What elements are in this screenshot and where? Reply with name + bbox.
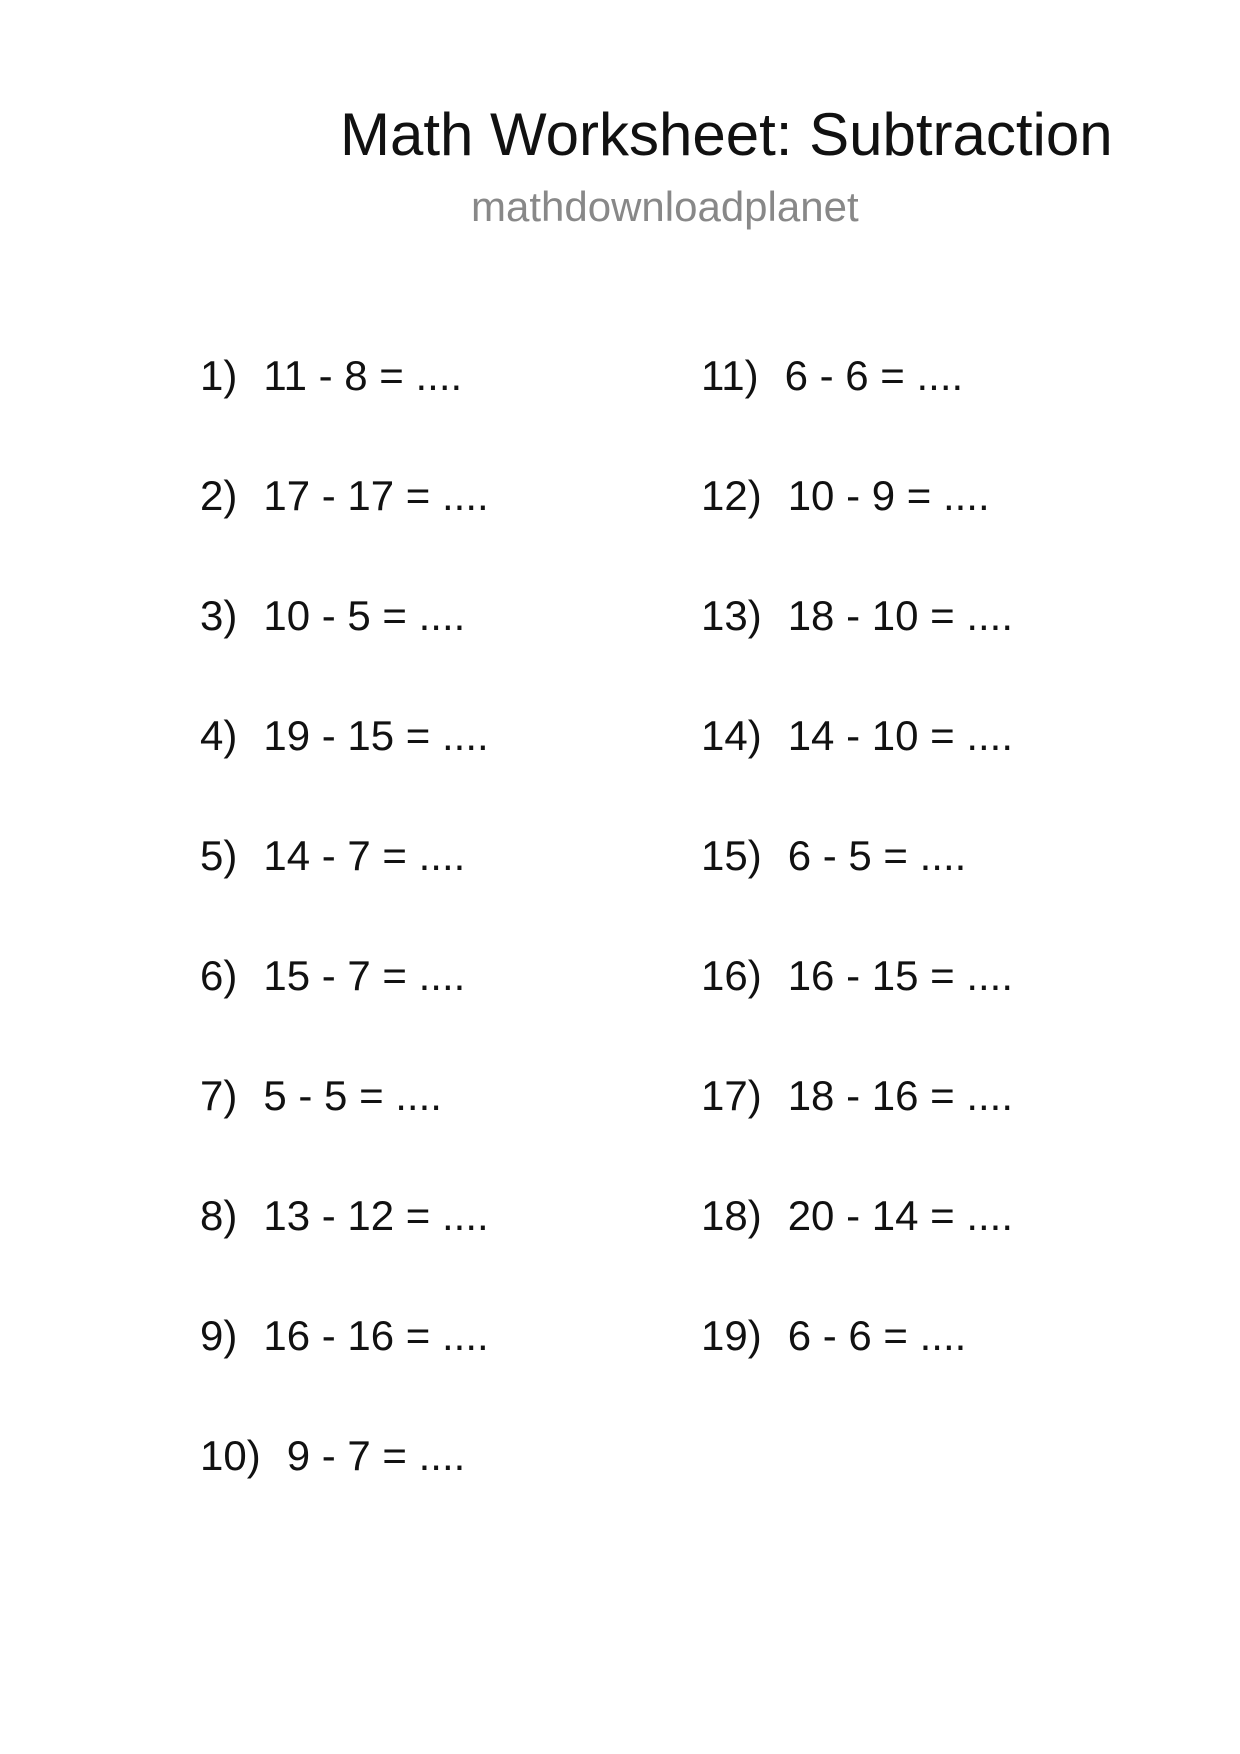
problem-item [701,351,963,401]
problem-item [701,831,966,881]
problem-number: 8) [200,1192,238,1239]
problem-number: 17) [701,1072,762,1119]
problem-expression: 10 - 9 = .... [787,472,990,519]
problem-number: 9) [200,1312,238,1359]
problem-item [701,711,1013,761]
problem-number: 1) [200,352,238,399]
problem-number: 7) [200,1072,238,1119]
problem-expression: 6 - 6 = .... [787,1312,967,1359]
problem-expression: 18 - 10 = .... [787,592,1014,639]
problem-number: 6) [200,952,238,999]
problem-item [200,711,489,761]
problem-item [701,591,1013,641]
problem-item [200,1431,465,1481]
site-name: mathdownloadplanet [471,183,859,230]
problem-expression: 14 - 7 = .... [263,832,466,879]
problem-number: 19) [701,1312,762,1359]
problem-number: 12) [701,472,762,519]
problem-expression: 11 - 8 = .... [263,352,463,399]
problem-item [701,951,1013,1001]
problem-expression: 19 - 15 = .... [263,712,489,759]
problem-item [200,1191,489,1241]
problem-number: 10) [200,1432,261,1479]
problem-expression: 15 - 7 = .... [263,952,466,999]
problem-number: 2) [200,472,238,519]
problem-item [200,1071,442,1121]
problem-expression: 20 - 14 = .... [787,1192,1014,1239]
problem-item [701,471,990,521]
problem-item [200,951,465,1001]
problem-number: 15) [701,832,762,879]
problem-number: 16) [701,952,762,999]
problem-item [200,351,462,401]
problem-item [200,471,489,521]
problem-item [701,1071,1013,1121]
problem-item [200,591,465,641]
problem-number: 3) [200,592,238,639]
problem-number: 14) [701,712,762,759]
problem-expression: 13 - 12 = .... [263,1192,489,1239]
problem-number: 4) [200,712,238,759]
problem-expression: 10 - 5 = .... [263,592,466,639]
problem-expression: 5 - 5 = .... [263,1072,442,1119]
problem-item [701,1311,966,1361]
problem-expression: 6 - 6 = .... [784,352,964,399]
problem-expression: 16 - 16 = .... [263,1312,489,1359]
problem-number: 18) [701,1192,762,1239]
problem-expression: 16 - 15 = .... [787,952,1014,999]
problem-expression: 9 - 7 = .... [286,1432,466,1479]
problem-number: 11) [701,352,759,399]
problem-expression: 6 - 5 = .... [787,832,967,879]
problem-expression: 14 - 10 = .... [787,712,1014,759]
problem-expression: 18 - 16 = .... [787,1072,1014,1119]
problem-number: 5) [200,832,238,879]
problem-item [200,831,465,881]
problem-item [701,1191,1013,1241]
page-title: Math Worksheet: Subtraction [340,101,1113,168]
problem-item [200,1311,489,1361]
problem-number: 13) [701,592,762,639]
problem-expression: 17 - 17 = .... [263,472,489,519]
